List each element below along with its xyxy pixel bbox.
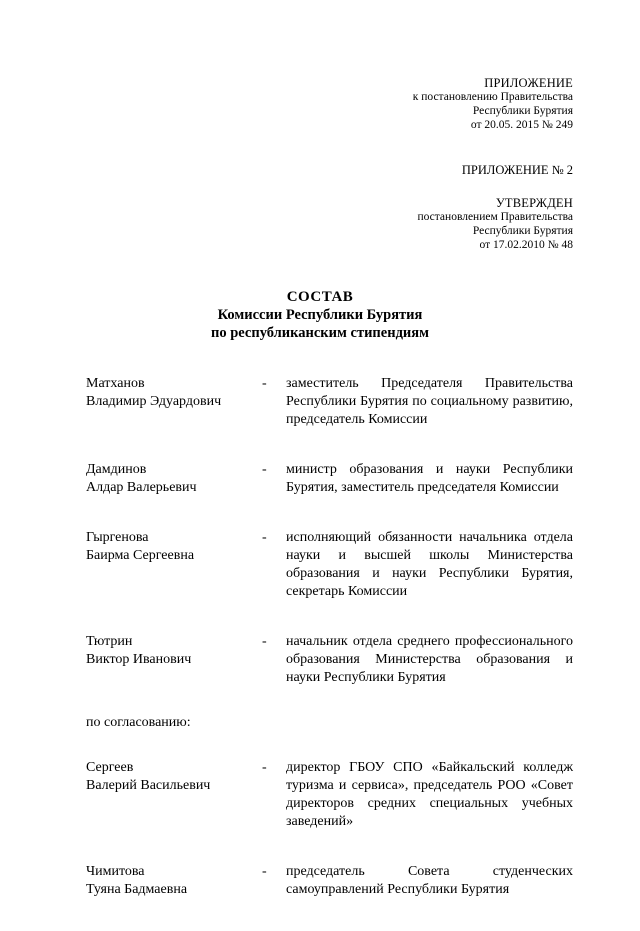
appendix-caption: ПРИЛОЖЕНИЕ [484, 76, 573, 90]
appendix-header [413, 76, 573, 132]
member-role: заместитель Председателя Правительства Республики Бурятия по социальному развитию, председатель Комиссии [286, 376, 573, 427]
member-given-names: Баирма Сергеевна [86, 548, 195, 563]
member-row [86, 461, 573, 497]
appendix-2-caption: ПРИЛОЖЕНИЕ № 2 [461, 163, 573, 177]
member-role: начальник отдела среднего профессионального образования Министерства образования и науки Республики Бурятия [286, 634, 573, 685]
dash-separator: - [262, 530, 267, 545]
member-given-names: Туяна Бадмаевна [86, 882, 188, 897]
member-surname: Матханов [86, 376, 145, 391]
title-line: по республиканским стипендиям [211, 325, 429, 341]
member-name [86, 461, 262, 497]
member-name [86, 633, 262, 669]
member-given-names: Виктор Иванович [86, 652, 192, 667]
agreement-label: по согласованию: [86, 715, 191, 730]
approved-date-number: от 17.02.2010 № 48 [479, 239, 573, 251]
member-given-names: Владимир Эдуардович [86, 394, 222, 409]
member-role: председатель Совета студенческих самоуправлений Республики Бурятия [286, 864, 573, 897]
approval-stamp-text [417, 196, 573, 252]
member-name [86, 529, 262, 565]
title-line: СОСТАВ [286, 289, 354, 305]
member-name [86, 863, 262, 899]
dash-separator: - [262, 376, 267, 391]
member-name [86, 375, 262, 411]
approved-line: постановлением Правительства [417, 211, 573, 223]
member-row [86, 529, 573, 601]
document-title [0, 288, 640, 342]
dash-separator: - [262, 760, 267, 775]
title-line: Комиссии Республики Бурятия [217, 307, 423, 323]
dash-separator: - [262, 634, 267, 649]
member-given-names: Алдар Валерьевич [86, 480, 197, 495]
commission-members [86, 375, 573, 931]
member-role: министр образования и науки Республики Бурятия, заместитель председателя Комиссии [286, 462, 573, 495]
member-name [86, 759, 262, 795]
appendix-line: к постановлению Правительства [412, 91, 573, 103]
approved-line: Республики Бурятия [472, 225, 573, 237]
member-row [86, 863, 573, 899]
member-surname: Гыргенова [86, 530, 149, 545]
dash-separator: - [262, 462, 267, 477]
member-surname: Чимитова [86, 864, 145, 879]
appendix-date-number: от 20.05. 2015 № 249 [470, 119, 573, 131]
approved-caption: УТВЕРЖДЕН [495, 196, 573, 210]
member-row [86, 633, 573, 687]
appendix-2-header [462, 163, 573, 177]
member-surname: Сергеев [86, 760, 134, 775]
dash-separator: - [262, 864, 267, 879]
member-given-names: Валерий Васильевич [86, 778, 211, 793]
member-surname: Тютрин [86, 634, 133, 649]
appendix-line: Республики Бурятия [472, 105, 573, 117]
member-role: директор ГБОУ СПО «Байкальский колледж туризма и сервиса», председатель РОО «Совет директоров средних специальных учебных заведений» [286, 760, 573, 829]
member-role: исполняющий обязанности начальника отдела науки и высшей школы Министерства образования и науки Республики Бурятия, секретарь Комиссии [286, 530, 573, 599]
member-surname: Дамдинов [86, 462, 147, 477]
member-row [86, 759, 573, 831]
member-row [86, 375, 573, 429]
